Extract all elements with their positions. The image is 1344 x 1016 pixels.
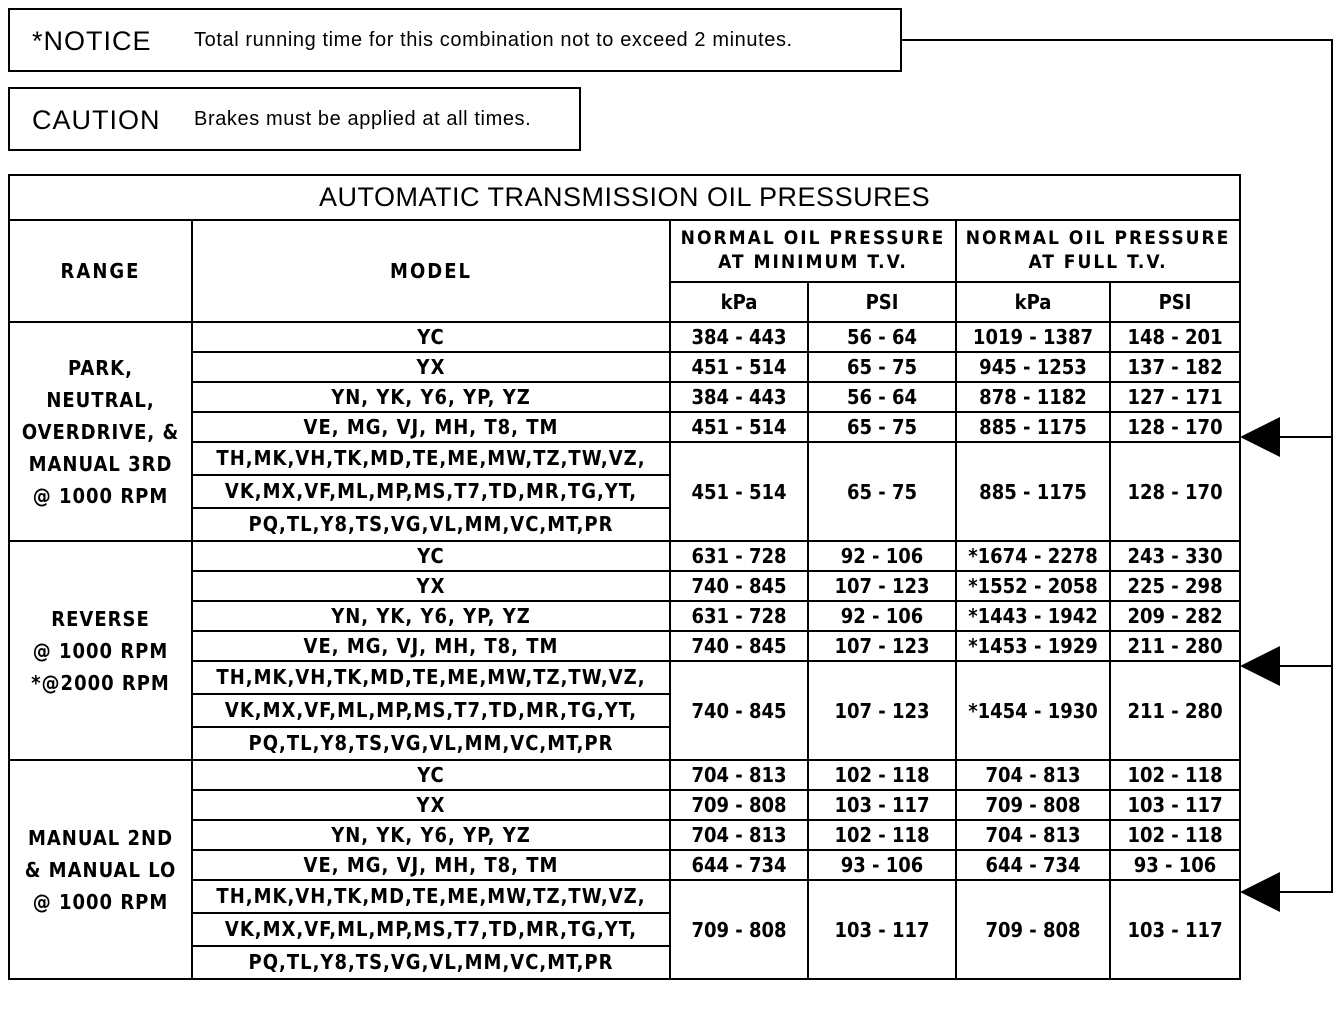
range-line: MANUAL 3RD	[28, 451, 173, 476]
min-kpa-cell: 384 - 443	[670, 322, 808, 352]
model-cell: YC	[192, 541, 670, 571]
full-kpa-cell: 704 - 813	[956, 820, 1110, 850]
min-kpa-cell: 384 - 443	[670, 382, 808, 412]
min-kpa-header: kPa	[670, 282, 808, 322]
full-kpa-cell: *1443 - 1942	[956, 601, 1110, 631]
min-kpa-cell: 740 - 845	[670, 661, 808, 760]
full-psi-cell: 148 - 201	[1110, 322, 1240, 352]
notice-text: Total running time for this combination not to exceed 2 minutes.	[194, 29, 793, 51]
arrow-icon	[1240, 646, 1280, 686]
min-kpa-cell: 704 - 813	[670, 760, 808, 790]
model-list-line: PQ,TL,Y8,TS,VG,VL,MM,VC,MT,PR	[193, 726, 669, 759]
min-kpa-cell: 704 - 813	[670, 820, 808, 850]
caution-text: Brakes must be applied at all times.	[194, 108, 532, 130]
full-psi-cell: 211 - 280	[1110, 631, 1240, 661]
min-kpa-cell: 451 - 514	[670, 352, 808, 382]
full-psi-cell: 127 - 171	[1110, 382, 1240, 412]
notice-label: *NOTICE	[32, 26, 152, 56]
full-kpa-cell: 945 - 1253	[956, 352, 1110, 382]
model-header: MODEL	[192, 220, 670, 322]
full-kpa-cell: 709 - 808	[956, 790, 1110, 820]
full-kpa-cell: *1454 - 1930	[956, 661, 1110, 760]
range-line: @ 1000 RPM	[32, 638, 169, 663]
full-kpa-cell: 644 - 734	[956, 850, 1110, 880]
model-cell: YN, YK, Y6, YP, YZ	[192, 601, 670, 631]
model-list-line: TH,MK,VH,TK,MD,TE,ME,MW,TZ,TW,VZ,	[216, 884, 646, 908]
full-kpa-cell: 1019 - 1387	[956, 322, 1110, 352]
min-psi-cell: 65 - 75	[808, 442, 956, 541]
model-cell: YC	[192, 760, 670, 790]
range-line: @ 1000 RPM	[32, 889, 169, 914]
range-line: *@2000 RPM	[31, 670, 170, 695]
full-kpa-cell: 704 - 813	[956, 760, 1110, 790]
min-kpa-cell: 644 - 734	[670, 850, 808, 880]
arrow-icon	[1240, 872, 1280, 912]
min-psi-cell: 102 - 118	[808, 760, 956, 790]
model-list-line: VK,MX,VF,ML,MP,MS,T7,TD,MR,TG,YT,	[193, 912, 669, 945]
table-title: AUTOMATIC TRANSMISSION OIL PRESSURES	[9, 175, 1240, 220]
full-kpa-cell: 878 - 1182	[956, 382, 1110, 412]
full-kpa-cell: *1453 - 1929	[956, 631, 1110, 661]
model-cell: VE, MG, VJ, MH, T8, TM	[192, 412, 670, 442]
min-tv-header-line2: AT MINIMUM T.V.	[718, 251, 908, 273]
min-psi-header: PSI	[808, 282, 956, 322]
min-kpa-cell: 451 - 514	[670, 442, 808, 541]
min-psi-cell: 93 - 106	[808, 850, 956, 880]
full-tv-header-line1: NORMAL OIL PRESSURE	[965, 227, 1231, 250]
min-psi-cell: 56 - 64	[808, 322, 956, 352]
full-tv-header-line2: AT FULL T.V.	[1028, 251, 1168, 273]
min-psi-cell: 92 - 106	[808, 541, 956, 571]
range-line: PARK,	[68, 355, 133, 380]
min-kpa-cell: 631 - 728	[670, 601, 808, 631]
min-kpa-cell: 709 - 808	[670, 790, 808, 820]
range-line: & MANUAL LO	[24, 857, 177, 882]
range-line: NEUTRAL,	[46, 387, 155, 412]
model-cell: YN, YK, Y6, YP, YZ	[192, 382, 670, 412]
range-line: @ 1000 RPM	[32, 483, 169, 508]
full-kpa-cell: *1674 - 2278	[956, 541, 1110, 571]
full-psi-cell: 211 - 280	[1110, 661, 1240, 760]
arrow-icon	[1240, 417, 1280, 457]
model-list-line: TH,MK,VH,TK,MD,TE,ME,MW,TZ,TW,VZ,	[216, 665, 646, 689]
full-psi-cell: 225 - 298	[1110, 571, 1240, 601]
notice-connector-line	[902, 40, 1332, 892]
full-psi-cell: 102 - 118	[1110, 760, 1240, 790]
full-psi-cell: 243 - 330	[1110, 541, 1240, 571]
full-psi-cell: 103 - 117	[1110, 880, 1240, 979]
model-list-line: VK,MX,VF,ML,MP,MS,T7,TD,MR,TG,YT,	[193, 474, 669, 507]
full-psi-cell: 209 - 282	[1110, 601, 1240, 631]
range-header: RANGE	[9, 220, 192, 322]
full-psi-cell: 103 - 117	[1110, 790, 1240, 820]
min-psi-cell: 107 - 123	[808, 571, 956, 601]
min-psi-cell: 65 - 75	[808, 352, 956, 382]
model-cell: YX	[192, 571, 670, 601]
min-psi-cell: 92 - 106	[808, 601, 956, 631]
min-tv-header-line1: NORMAL OIL PRESSURE	[680, 227, 946, 250]
full-psi-cell: 128 - 170	[1110, 442, 1240, 541]
min-psi-cell: 107 - 123	[808, 631, 956, 661]
model-cell: YX	[192, 790, 670, 820]
min-kpa-cell: 451 - 514	[670, 412, 808, 442]
model-list-line: PQ,TL,Y8,TS,VG,VL,MM,VC,MT,PR	[193, 945, 669, 978]
min-psi-cell: 107 - 123	[808, 661, 956, 760]
min-psi-cell: 103 - 117	[808, 790, 956, 820]
model-cell: YC	[192, 322, 670, 352]
min-psi-cell: 103 - 117	[808, 880, 956, 979]
range-line: OVERDRIVE, &	[21, 419, 180, 444]
min-psi-cell: 102 - 118	[808, 820, 956, 850]
min-kpa-cell: 631 - 728	[670, 541, 808, 571]
caution-label: CAUTION	[32, 105, 161, 135]
full-kpa-cell: 885 - 1175	[956, 412, 1110, 442]
range-line: MANUAL 2ND	[27, 825, 174, 850]
full-kpa-header: kPa	[956, 282, 1110, 322]
model-list-line: PQ,TL,Y8,TS,VG,VL,MM,VC,MT,PR	[193, 507, 669, 540]
full-psi-header: PSI	[1110, 282, 1240, 322]
min-kpa-cell: 709 - 808	[670, 880, 808, 979]
full-kpa-cell: *1552 - 2058	[956, 571, 1110, 601]
full-kpa-cell: 709 - 808	[956, 880, 1110, 979]
model-cell: VE, MG, VJ, MH, T8, TM	[192, 850, 670, 880]
full-psi-cell: 102 - 118	[1110, 820, 1240, 850]
full-psi-cell: 137 - 182	[1110, 352, 1240, 382]
range-line: REVERSE	[51, 606, 150, 631]
min-psi-cell: 65 - 75	[808, 412, 956, 442]
model-cell: YN, YK, Y6, YP, YZ	[192, 820, 670, 850]
min-psi-cell: 56 - 64	[808, 382, 956, 412]
min-kpa-cell: 740 - 845	[670, 631, 808, 661]
min-kpa-cell: 740 - 845	[670, 571, 808, 601]
full-kpa-cell: 885 - 1175	[956, 442, 1110, 541]
model-list-line: TH,MK,VH,TK,MD,TE,ME,MW,TZ,TW,VZ,	[216, 446, 646, 470]
model-cell: VE, MG, VJ, MH, T8, TM	[192, 631, 670, 661]
full-psi-cell: 128 - 170	[1110, 412, 1240, 442]
full-psi-cell: 93 - 106	[1110, 850, 1240, 880]
model-list-line: VK,MX,VF,ML,MP,MS,T7,TD,MR,TG,YT,	[193, 693, 669, 726]
model-cell: YX	[192, 352, 670, 382]
